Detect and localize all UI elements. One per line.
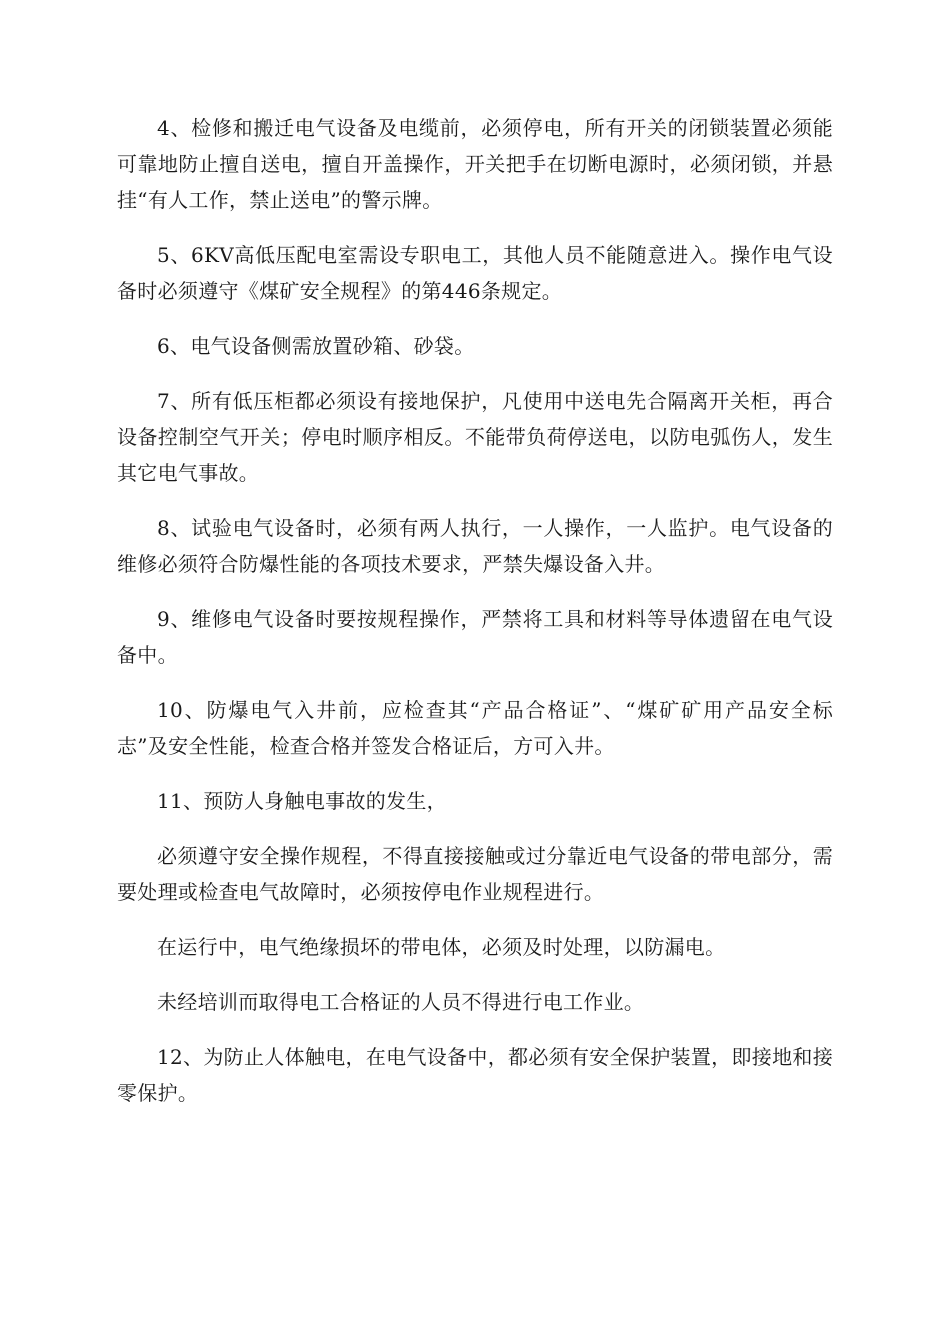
document-body	[117, 110, 833, 1130]
paragraph-item-7: 7、所有低压柜都必须设有接地保护，凡使用中送电先合隔离开关柜，再合设备控制空气开关；停电时顺序相反。不能带负荷停送电，以防电弧伤人，发生其它电气事故。	[117, 389, 833, 485]
paragraph-item-4: 4、检修和搬迁电气设备及电缆前，必须停电，所有开关的闭锁装置必须能可靠地防止擅自送电，擅自开盖操作，开关把手在切断电源时，必须闭锁，并悬挂“有人工作，禁止送电”的警示牌。	[117, 116, 833, 212]
paragraph-item-6: 6、电气设备侧需放置砂箱、砂袋。	[157, 334, 475, 358]
paragraph-item-11-detail-2: 在运行中，电气绝缘损坏的带电体，必须及时处理，以防漏电。	[157, 935, 726, 959]
paragraph-item-11-detail-1: 必须遵守安全操作规程，不得直接接触或过分靠近电气设备的带电部分，需要处理或检查电气故障时，必须按停电作业规程进行。	[117, 844, 833, 904]
paragraph-item-11-detail-3: 未经培训而取得电工合格证的人员不得进行电工作业。	[157, 990, 645, 1014]
paragraph-item-12: 12、为防止人体触电，在电气设备中，都必须有安全保护装置，即接地和接零保护。	[117, 1045, 833, 1105]
paragraph-item-5: 5、6KV高低压配电室需设专职电工，其他人员不能随意进入。操作电气设备时必须遵守《煤矿安全规程》的第446条规定。	[117, 243, 833, 303]
paragraph-item-11: 11、预防人身触电事故的发生，	[157, 789, 447, 813]
paragraph-item-10: 10、防爆电气入井前，应检查其“产品合格证”、“煤矿矿用产品安全标志”及安全性能，检查合格并签发合格证后，方可入井。	[117, 698, 833, 758]
paragraph-item-8: 8、试验电气设备时，必须有两人执行，一人操作，一人监护。电气设备的维修必须符合防爆性能的各项技术要求，严禁失爆设备入井。	[117, 516, 833, 576]
paragraph-item-9: 9、维修电气设备时要按规程操作，严禁将工具和材料等导体遗留在电气设备中。	[117, 607, 833, 667]
